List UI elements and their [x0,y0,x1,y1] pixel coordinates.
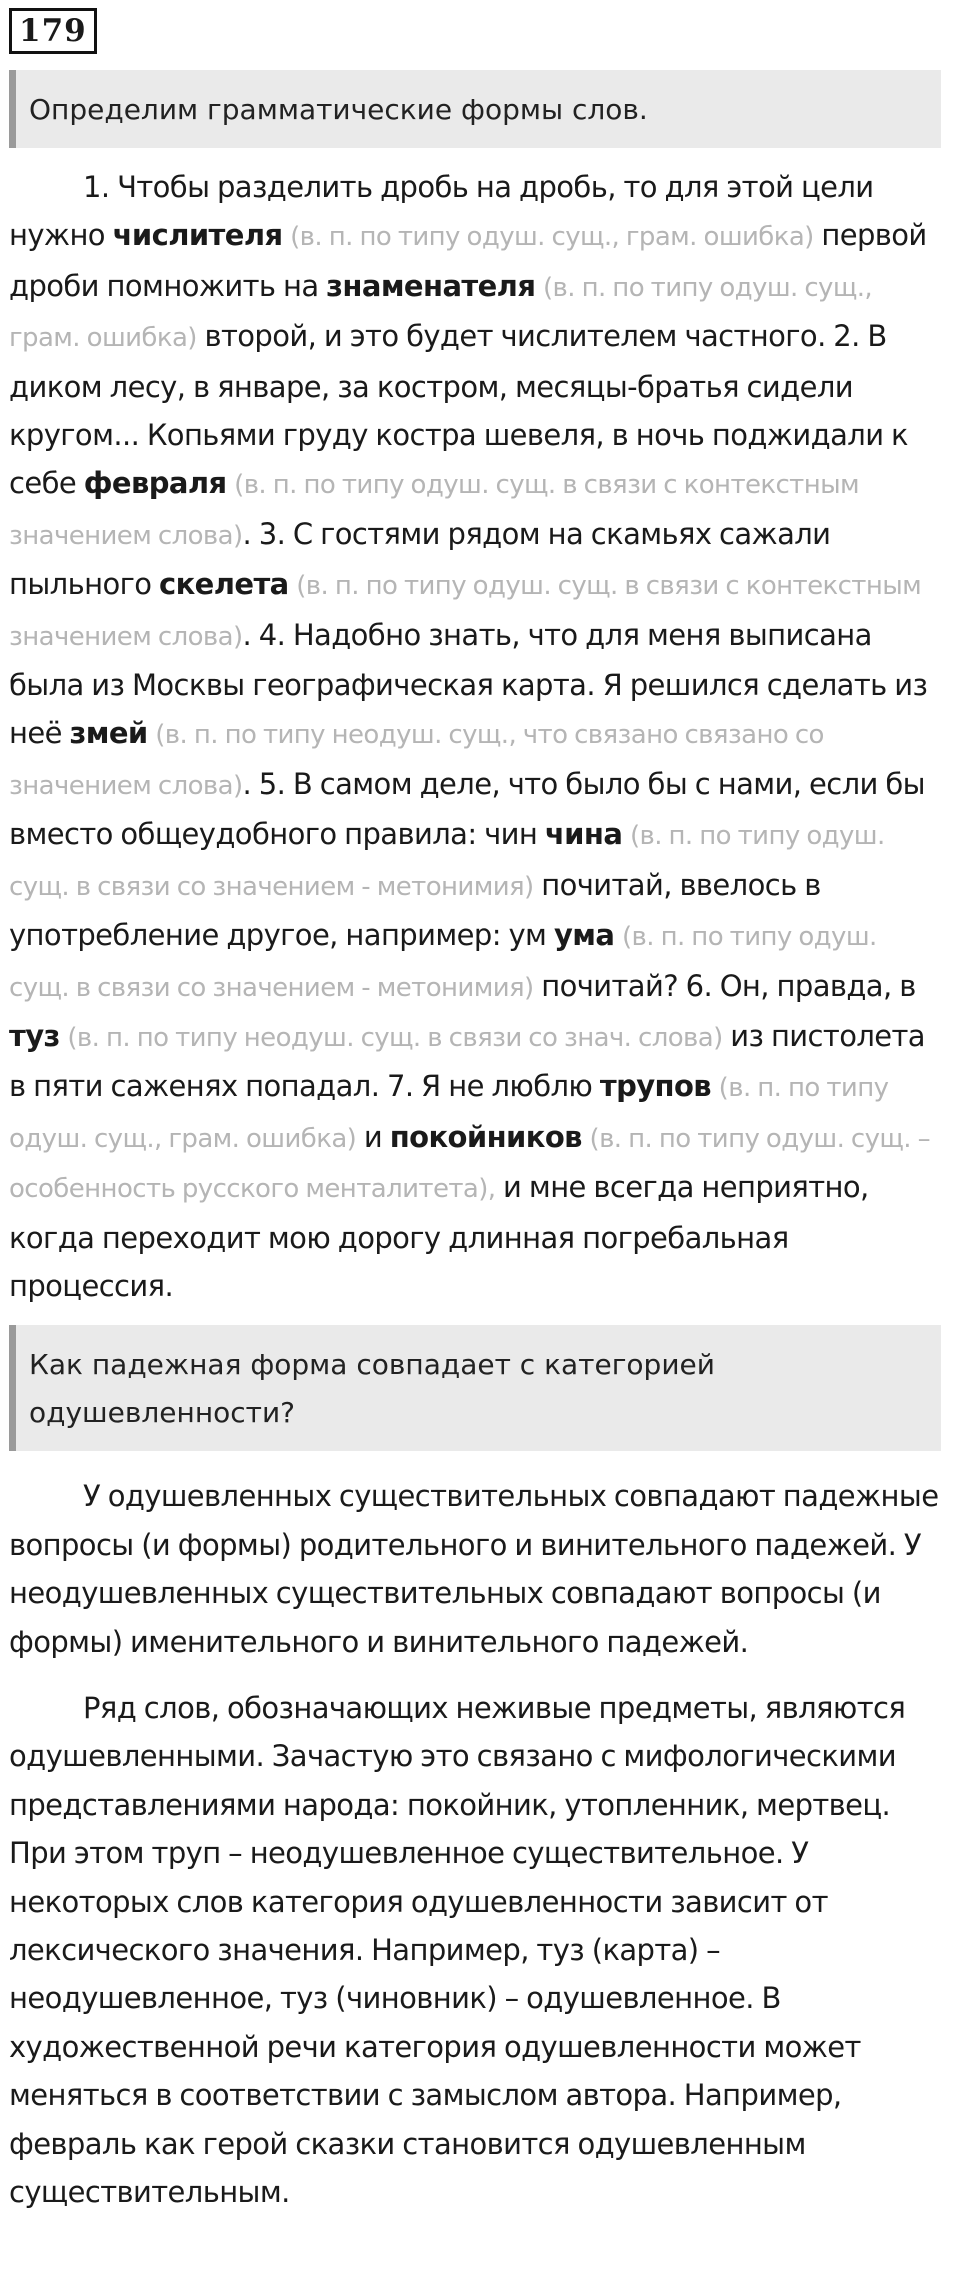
grammar-note: (в. п. по типу одуш. сущ. в связи со значением - метонимия) [9,821,885,902]
text-segment: второй, и это будет числителем частного. 2. В диком лесу, в январе, за костром, месяцы-братья сидели кругом... Копьями груду костра шевеля, в ночь поджидали к себе [9,319,908,501]
text-segment: из пистолета в пяти саженях попадал. 7. Я не люблю [9,1018,925,1104]
question-block-2: Как падежная форма совпадает с категорией одушевленности? [9,1325,941,1451]
page [9,8,941,2216]
question-block-1: Определим грамматические формы слов. [9,70,941,148]
grammar-note: (в. п. по типу одуш. сущ., грам. ошибка) [9,272,873,354]
answer-paragraph-2: У одушевленных существительных совпадают падежные вопросы (и формы) родительного и винительного падежей. У неодушевленных существительных совпадают вопросы (и формы) именительного и винительного падежей. [9,1479,939,1659]
text-segment: почитай, ввелось в употребление другое, например: ум [9,867,821,953]
grammar-note: (в. п. по типу одуш. сущ., грам. ошибка) [290,222,814,253]
answer-paragraph-3: Ряд слов, обозначающих неживые предметы, являются одушевленными. Зачастую это связано с мифологическими представлениями народа: покойник, утопленник, мертвец. При этом труп – неодушевленное существительное. У некоторых слов категория одушевленности зависит от лексического значения. Например, туз (карта) – неодушевленное, туз (чиновник) – одушевленное. В художественной речи категория одушевленности может меняться в соответствии с замыслом автора. Например, февраль как герой сказки становится одушевленным существительным. [9,1690,906,2210]
grammar-note: (в. п. по типу неодуш. сущ. в связи со знач. слова) [67,1022,723,1053]
grammar-note: (в. п. по типу одуш. сущ. в связи с контекстным значением слова) [9,470,860,551]
grammar-note: (в. п. по типу одуш. сущ. в связи со значением - метонимия) [9,922,877,1003]
highlighted-word: знаменателя [326,268,536,303]
highlighted-word: чина [544,817,623,852]
text-segment: почитай? 6. Он, правда, в [533,968,916,1003]
text-segment: . 5. В самом деле, что было бы с нами, если бы вместо общеудобного правила: чин [9,766,925,852]
answer-paragraph-1 [9,163,941,1310]
highlighted-word: скелета [159,567,289,602]
grammar-note: (в. п. по типу одуш. сущ. – особенность русского менталитета), [9,1123,931,1205]
text-segment: и мне всегда неприятно, когда переходит мою дорогу длинная погребальная процессия. [9,1170,869,1303]
highlighted-word: покойников [389,1119,582,1154]
highlighted-word: февраля [83,466,227,501]
text-segment: 1. Чтобы разделить дробь на дробь, то для этой цели нужно [9,170,874,253]
highlighted-word: змей [69,716,148,751]
highlighted-word: трупов [599,1069,712,1104]
grammar-note: (в. п. по типу неодуш. сущ., что связано связано со значением слова) [9,720,824,801]
text-segment: . 3. С гостями рядом на скамьях сажали пыльного [9,516,831,602]
grammar-note: (в. п. по типу одуш. сущ. в связи с контекстным значением слова) [9,571,922,652]
highlighted-word: ума [553,918,615,953]
text-segment: первой дроби помножить на [9,218,927,303]
task-number: 179 [9,8,97,54]
highlighted-word: туз [9,1018,60,1053]
text-segment: и [356,1119,390,1154]
text-segment: . 4. Надобно знать, что для меня выписана была из Москвы географическая карта. Я решился сделать из неё [9,617,928,751]
highlighted-word: числителя [112,218,283,253]
grammar-note: (в. п. по типу одуш. сущ., грам. ошибка) [9,1073,889,1154]
